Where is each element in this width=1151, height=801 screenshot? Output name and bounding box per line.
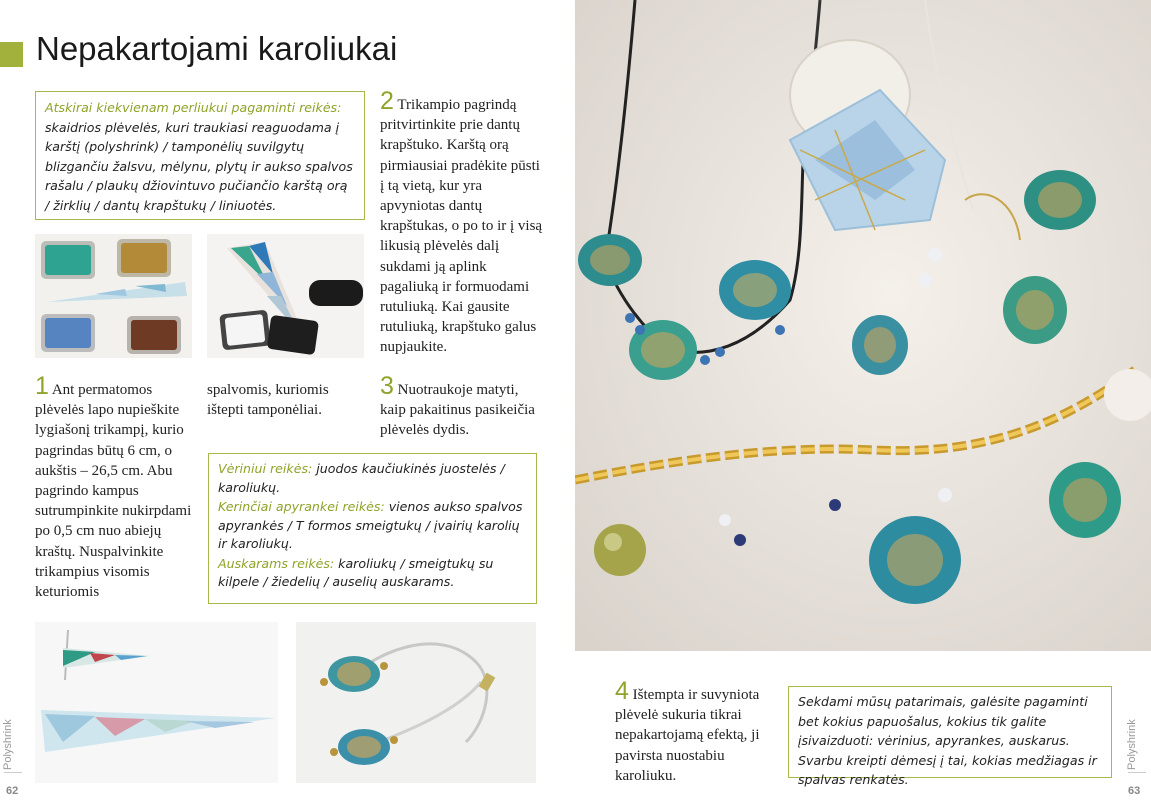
jewellery-image	[575, 0, 1151, 651]
ink-pads-photo	[35, 234, 192, 358]
right-spine-divider	[1128, 772, 1146, 773]
ink-pads-image	[35, 234, 192, 358]
step-text: Ant permatomos plėvelės lapo nupieškite lygiašonį trikampį, kurio pagrindas būtų 6 cm, o aukštis – 26,5 cm. Abu pagrindo kampus sutrumpinkite nukirpdami po 0,5 cm nuo abiejų kraštų. Nuspalvinkite trikampius visomis keturiomis	[35, 382, 192, 601]
step-4	[615, 677, 775, 786]
step-text: Nuotraukoje matyti, kaip pakaitinus pasikeičia plėvelės dydis.	[380, 382, 535, 439]
beads-on-wire-image	[296, 622, 536, 783]
jewellery-photo	[575, 0, 1151, 651]
triangle-strip-image	[207, 234, 364, 358]
requirement-item: Auskarams reikės: karoliukų / smeigtukų su kilpele / žiedelių / auselių auskarams.	[218, 555, 494, 589]
tip-box	[788, 686, 1112, 787]
beads-on-wire-photo	[296, 622, 536, 783]
step-2	[380, 87, 545, 358]
step-text: Trikampio pagrindą pritvirtinkite prie dantų krapštuko. Karštą orą pirmiausiai pradėkite pūsti į tą vietą, kur yra apvyniotas dantų krapštukas, o po to ir į visą likusią plėvelės dalį sukdami ją aplink pagaliuką ir formuodami rutuliuką. Kai gausite rutuliuką, krapštuko galus nupjaukite.	[380, 97, 543, 356]
film-pieces-image	[35, 622, 278, 783]
left-page-number: 62	[6, 785, 19, 797]
step-number: 2	[380, 87, 394, 115]
triangle-strip-photo	[207, 234, 364, 358]
right-side-label: Polyshrink	[1126, 719, 1138, 770]
requirements-box	[208, 453, 537, 604]
step-number: 1	[35, 372, 49, 400]
step-1	[35, 372, 195, 602]
step-1-continuation: spalvomis, kuriomis ištepti tamponėliai.	[207, 382, 329, 419]
step-number: 3	[380, 372, 394, 400]
film-pieces-photo	[35, 622, 278, 783]
materials-box	[35, 91, 365, 220]
materials-lead: Atskirai kiekvienam perliukui pagaminti reikės:	[45, 100, 342, 115]
page-title: Nepakartojami karoliukai	[36, 30, 398, 67]
title-marker	[0, 42, 23, 67]
left-side-label: Polyshrink	[2, 719, 14, 770]
step-3	[380, 372, 540, 441]
right-page-number: 63	[1128, 785, 1141, 797]
materials-text: skaidrios plėvelės, kuri traukiasi reaguodama į karštį (polyshrink) / tamponėlių suvilgytų blizgančiu žalsvu, mėlynu, plytų ir aukso spalvos rašalu / plaukų džiovintuvo pučiančio karštą orą / žirklių / dantų krapštukų / liniuotės.	[45, 119, 353, 213]
requirement-item: Kerinčiai apyrankei reikės: vienos aukso spalvos apyrankės / T formos smeigtukų / įvairių karolių ir karoliukų.	[218, 499, 523, 551]
left-spine-divider	[4, 772, 22, 773]
step-number: 4	[615, 677, 629, 705]
tip-text: Sekdami mūsų patarimais, galėsite pagaminti bet kokius papuošalus, kokius tik galite įsivaizduoti: vėrinius, apyrankes, auskarus. Svarbu kreipti dėmesį į tai, kokias medžiagas ir spalvas renkatės.	[798, 694, 1097, 787]
step-text: Ištempta ir suvyniota plėvelė sukuria tikrai nepakartojamą efektą, ji pavirsta nuostabiu karoliuku.	[615, 687, 760, 784]
requirement-item: Vėriniui reikės: juodos kaučiukinės juostelės / karoliukų.	[218, 461, 505, 495]
